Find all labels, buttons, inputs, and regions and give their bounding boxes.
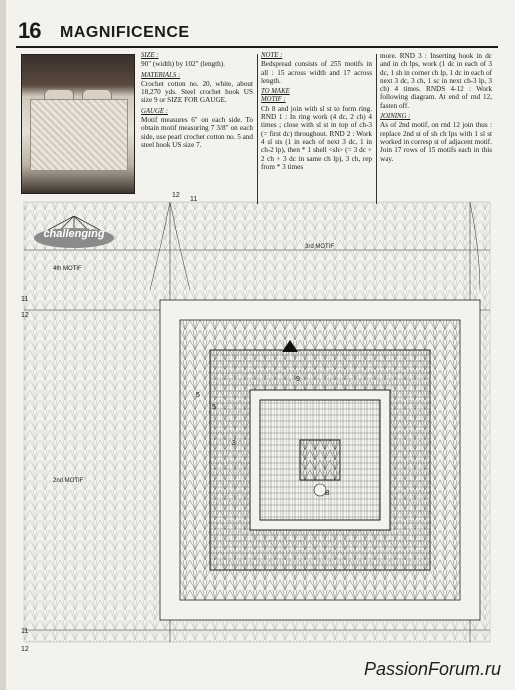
- watermark: PassionForum.ru: [363, 659, 501, 679]
- round-number: 5: [212, 404, 216, 411]
- round-number: 11: [21, 296, 29, 303]
- size-label: SIZE :: [141, 52, 159, 59]
- round-number: 5: [196, 392, 200, 399]
- gauge-label: GAUGE :: [141, 107, 168, 115]
- materials-label: MATERIALS :: [141, 71, 181, 79]
- pattern-title: MAGNIFICENCE: [60, 24, 190, 41]
- continued-text: more. RND 3 : Inserting hook in dc and in ch lps, work (1 dc in each of 3 dc, 1 sh in corner ch lp, 1 dc in each of next 3 dc, 3 ch, 1 sc in next ch-3 lp, 3 ch) 4 times. RNDS 4-12 : Work following diagram. At end of rnd 12, fasten off.: [380, 52, 492, 110]
- bedspread-shape: [30, 99, 128, 171]
- round-number: 3: [232, 440, 236, 447]
- note-label: NOTE :: [261, 52, 283, 59]
- header-rule: [16, 46, 498, 48]
- column-divider: [257, 54, 258, 204]
- crochet-diagram: [10, 190, 502, 650]
- bedspread-photo: [21, 54, 135, 194]
- round-number: 12: [21, 312, 29, 319]
- page-edge: [0, 0, 6, 690]
- motif-label: 4th MOTIF: [53, 266, 82, 272]
- motif-label: 2nd MOTIF: [53, 478, 84, 484]
- central-motif: [160, 300, 480, 620]
- round-number: 11: [190, 196, 198, 203]
- motif-label: 3rd MOTIF: [305, 244, 335, 250]
- round-number: B: [325, 490, 330, 497]
- motif-label: MOTIF :: [261, 96, 286, 104]
- pattern-number: 16: [18, 18, 41, 43]
- note-text: Bedspread consists of 255 motifs in all : 15 across width and 17 across length.: [261, 60, 372, 85]
- difficulty-label: challenging: [43, 228, 105, 240]
- joining-text: As of 2nd motif, on rnd 12 join thus : replace 2nd st of sh ch lps with 1 sl st worked in corresp st of adjacent motif. Join 17 rows of 15 motifs each in this way.: [380, 121, 492, 163]
- column-divider: [376, 54, 377, 204]
- instructions-column-1: [141, 52, 253, 152]
- round-number: 12: [172, 192, 180, 199]
- instructions-column-3: [380, 52, 492, 166]
- round-number: 11: [21, 628, 29, 635]
- materials-text: Crochet cotton no. 20, white, about 18,270 yds. Steel crochet hook US size 9 or SIZE FOR GAUGE.: [141, 79, 253, 105]
- gauge-text: Motif measures 6" on each side. To obtain motif measuring 7 3/8" on each side, use pearl crochet cotton no. 5 and steel hook US size 7.: [141, 116, 253, 149]
- round-number: 9: [296, 376, 300, 383]
- to-make-label: TO MAKE: [261, 88, 290, 96]
- size-text: 90" (width) by 102" (length).: [141, 60, 225, 69]
- round-number: 12: [21, 646, 29, 653]
- instructions-column-2: [261, 52, 372, 174]
- motif-text: Ch 8 and join with sl st to form ring. RND 1 : In ring work (4 dc, 2 ch) 4 times ; close with sl st in top of ch-3 (= first dc) throughout. RND 2 : Work 4 sl sts (1 in each of next 3 dc, 1 in ch-2 lp), then * 1 shell <sh> (= 3 dc + 2 ch + 3 dc in same ch lp), 3 ch, rep from * 3 times: [261, 104, 372, 171]
- joining-label: JOINING :: [380, 113, 411, 121]
